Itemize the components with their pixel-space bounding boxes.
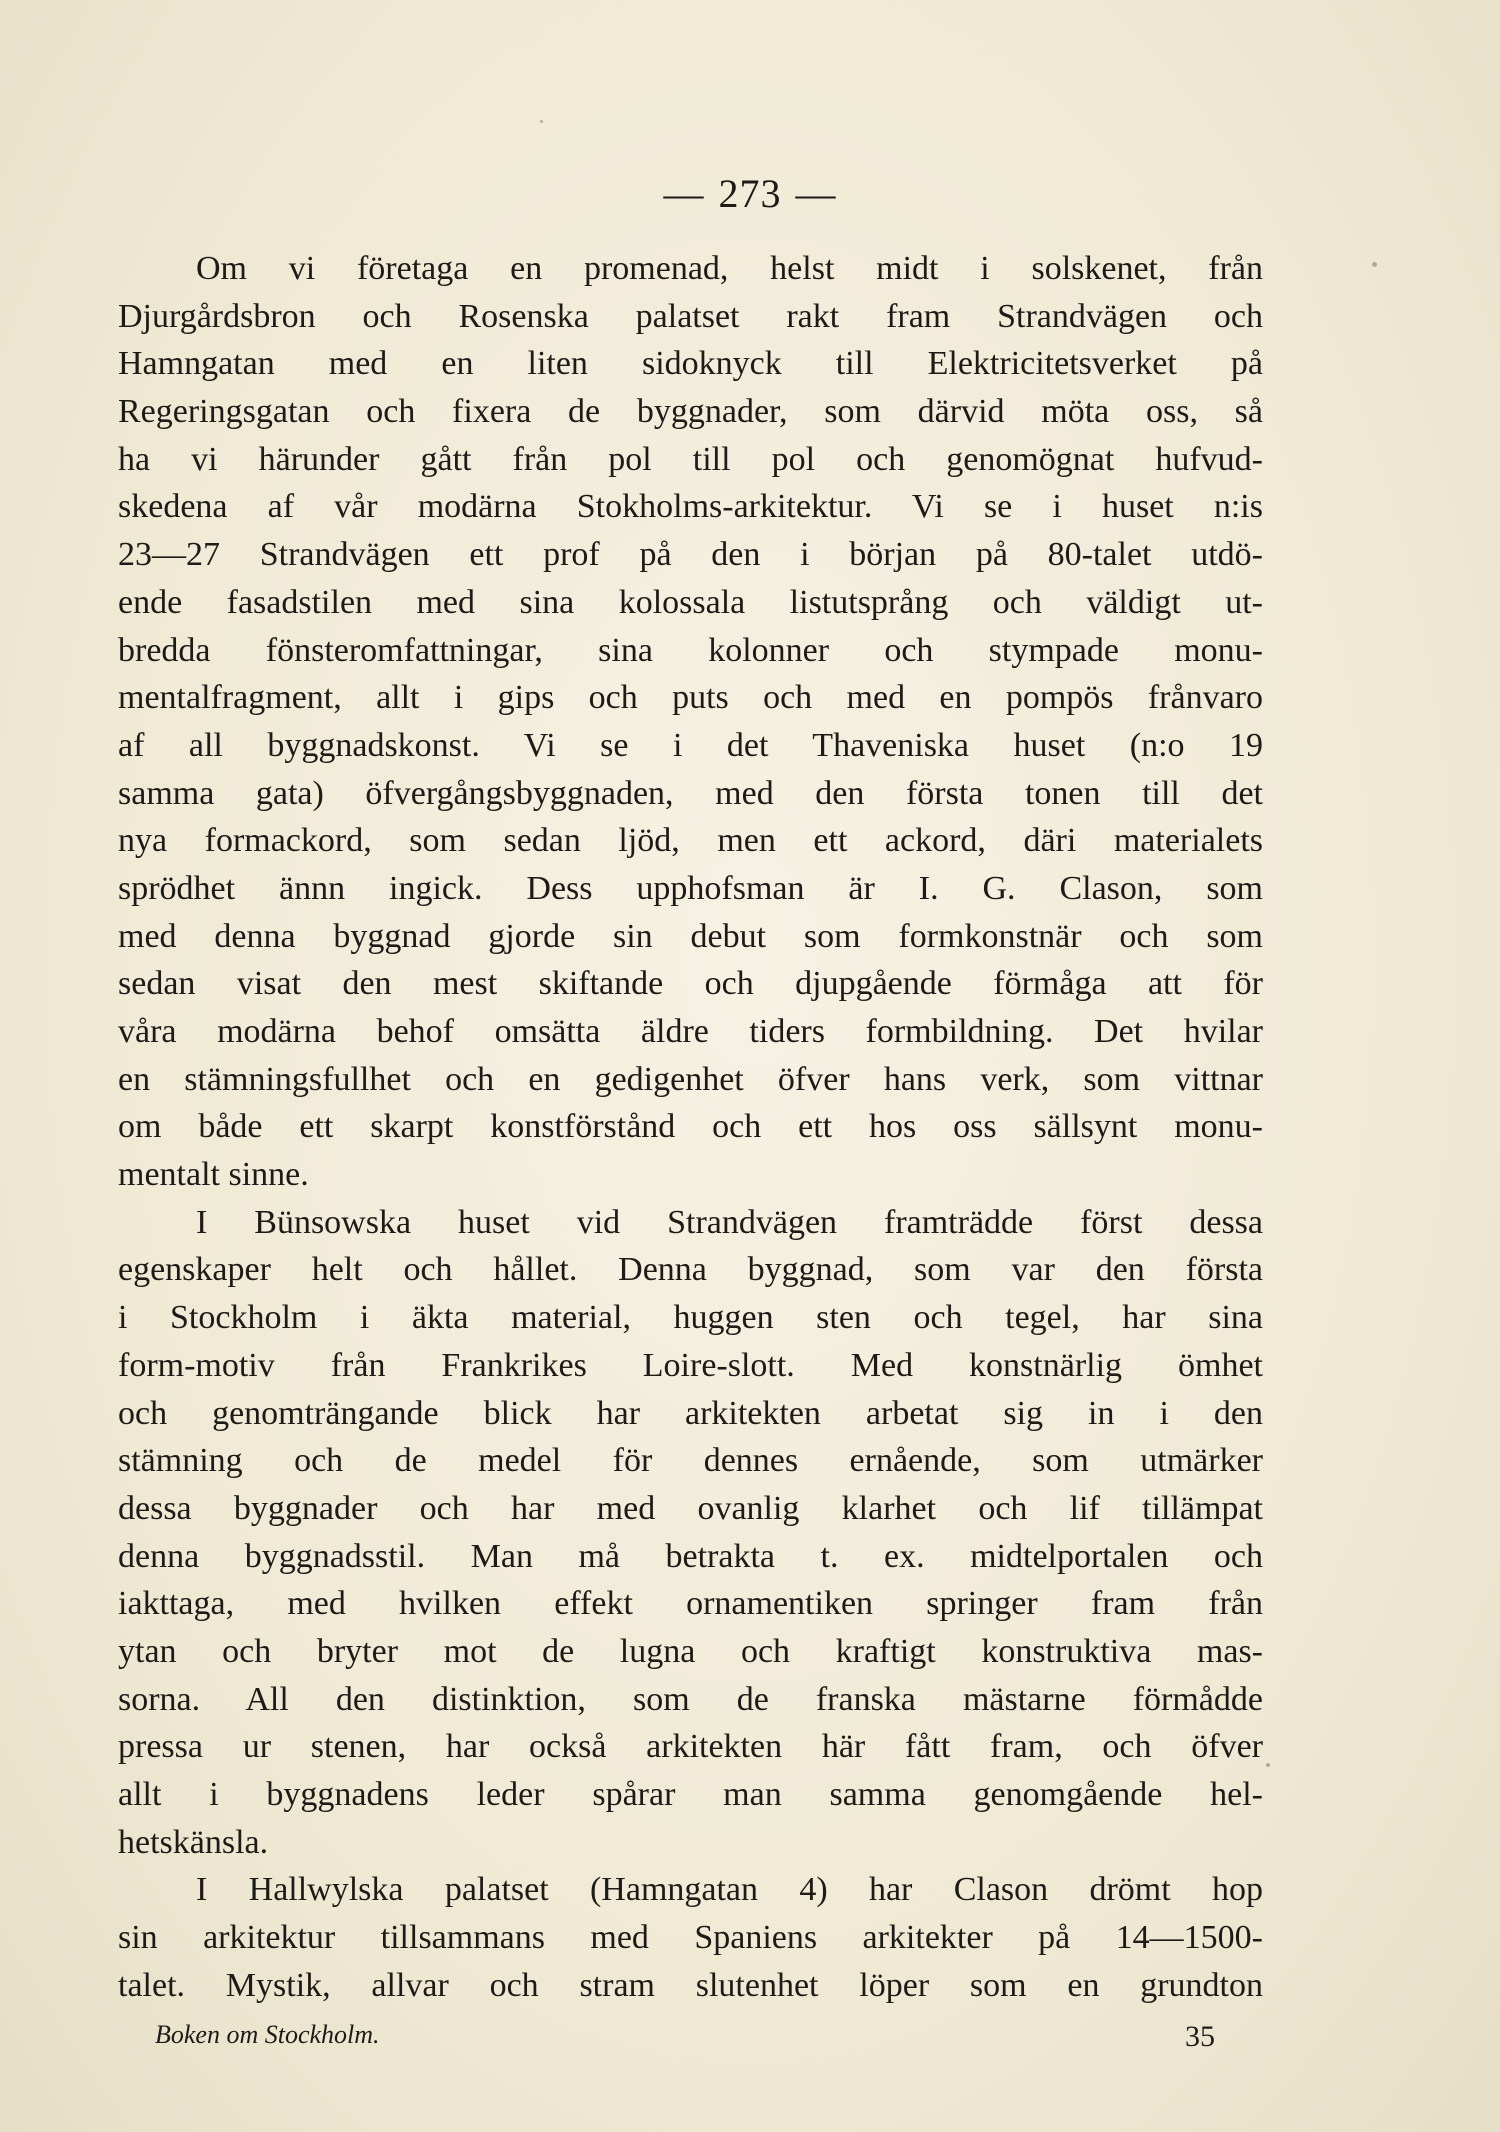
text-line: af all byggnadskonst. Vi se i det Thaveniska huset (n:o 19 bbox=[118, 726, 1263, 764]
body-text bbox=[118, 245, 1263, 2009]
text-line: form-motiv från Frankrikes Loire-slott. Med konstnärlig ömhet bbox=[118, 1346, 1263, 1384]
text-line: I Bünsowska huset vid Strandvägen framträdde först dessa bbox=[196, 1203, 1263, 1241]
text-line: Hamngatan med en liten sidoknyck till Elektricitetsverket på bbox=[118, 345, 1263, 383]
text-line: och genomträngande blick har arkitekten arbetat sig in i den bbox=[118, 1394, 1263, 1432]
text-line: dessa byggnader och har med ovanlig klarhet och lif tillämpat bbox=[118, 1489, 1263, 1527]
text-line: denna byggnadsstil. Man må betrakta t. ex. midtelportalen och bbox=[118, 1537, 1263, 1575]
text-line: en stämningsfullhet och en gedigenhet öfver hans verk, som vittnar bbox=[118, 1060, 1263, 1098]
text-line: nya formackord, som sedan ljöd, men ett ackord, däri materialets bbox=[118, 822, 1263, 860]
page-number: 273 bbox=[718, 171, 782, 216]
text-line: hetskänsla. bbox=[118, 1823, 269, 1861]
text-line: egenskaper helt och hållet. Denna byggnad, som var den första bbox=[118, 1251, 1263, 1289]
footer-book-title: Boken om Stockholm. bbox=[155, 2020, 380, 2049]
text-line: ytan och bryter mot de lugna och kraftigt konstruktiva mas- bbox=[118, 1632, 1263, 1670]
text-line: pressa ur stenen, har också arkitekten här fått fram, och öfver bbox=[118, 1728, 1263, 1766]
text-line: allt i byggnadens leder spårar man samma genomgående hel- bbox=[118, 1776, 1263, 1813]
header-dash-right: — bbox=[795, 171, 837, 216]
text-line: samma gata) öfvergångsbyggnaden, med den första tonen till det bbox=[118, 774, 1263, 812]
text-line: talet. Mystik, allvar och stram slutenhet löper som en grundton bbox=[118, 1966, 1263, 2004]
text-line: Om vi företaga en promenad, helst midt i solskenet, från bbox=[196, 250, 1263, 287]
text-line: I Hallwylska palatset (Hamngatan 4) har Clason drömt hop bbox=[196, 1871, 1263, 1909]
signature-mark: 35 bbox=[1185, 2020, 1215, 2053]
text-line: sprödhet ännn ingick. Dess upphofsman är I. G. Clason, som bbox=[118, 869, 1263, 907]
text-line: mentalfragment, allt i gips och puts och med en pompös frånvaro bbox=[118, 679, 1263, 717]
page-footer bbox=[155, 2020, 1215, 2070]
text-line: stämning och de medel för dennes ernående, som utmärker bbox=[118, 1442, 1263, 1480]
text-line: våra modärna behof omsätta äldre tiders formbildning. Det hvilar bbox=[118, 1013, 1263, 1050]
paper-speck bbox=[1372, 262, 1377, 267]
paper-speck bbox=[1266, 1763, 1270, 1767]
text-line: Regeringsgatan och fixera de byggnader, som därvid möta oss, så bbox=[118, 393, 1263, 431]
text-line: i Stockholm i äkta material, huggen sten och tegel, har sina bbox=[118, 1299, 1263, 1337]
header-dash-left: — bbox=[663, 171, 705, 216]
text-line: sin arkitektur tillsammans med Spaniens arkitekter på 14—1500- bbox=[118, 1919, 1263, 1957]
text-line: sedan visat den mest skiftande och djupgående förmåga att för bbox=[118, 965, 1263, 1003]
text-line: skedena af vår modärna Stokholms-arkitektur. Vi se i huset n:is bbox=[118, 488, 1263, 526]
text-line: med denna byggnad gjorde sin debut som formkonstnär och som bbox=[118, 917, 1263, 955]
text-line: ha vi härunder gått från pol till pol och genomögnat hufvud- bbox=[118, 440, 1263, 478]
text-line: mentalt sinne. bbox=[118, 1156, 309, 1194]
text-line: iakttaga, med hvilken effekt ornamentiken springer fram från bbox=[118, 1585, 1263, 1623]
paper-speck bbox=[540, 120, 543, 123]
text-line: 23—27 Strandvägen ett prof på den i början på 80-talet utdö- bbox=[118, 536, 1263, 574]
text-line: sorna. All den distinktion, som de franska mästarne förmådde bbox=[118, 1680, 1263, 1718]
page-header bbox=[0, 170, 1500, 217]
text-line: Djurgårdsbron och Rosenska palatset rakt fram Strandvägen och bbox=[118, 297, 1263, 335]
text-line: om både ett skarpt konstförstånd och ett hos oss sällsynt monu- bbox=[118, 1108, 1263, 1146]
text-line: bredda fönsteromfattningar, sina kolonner och stympade monu- bbox=[118, 631, 1263, 669]
text-line: ende fasadstilen med sina kolossala listutsprång och väldigt ut- bbox=[118, 583, 1263, 621]
